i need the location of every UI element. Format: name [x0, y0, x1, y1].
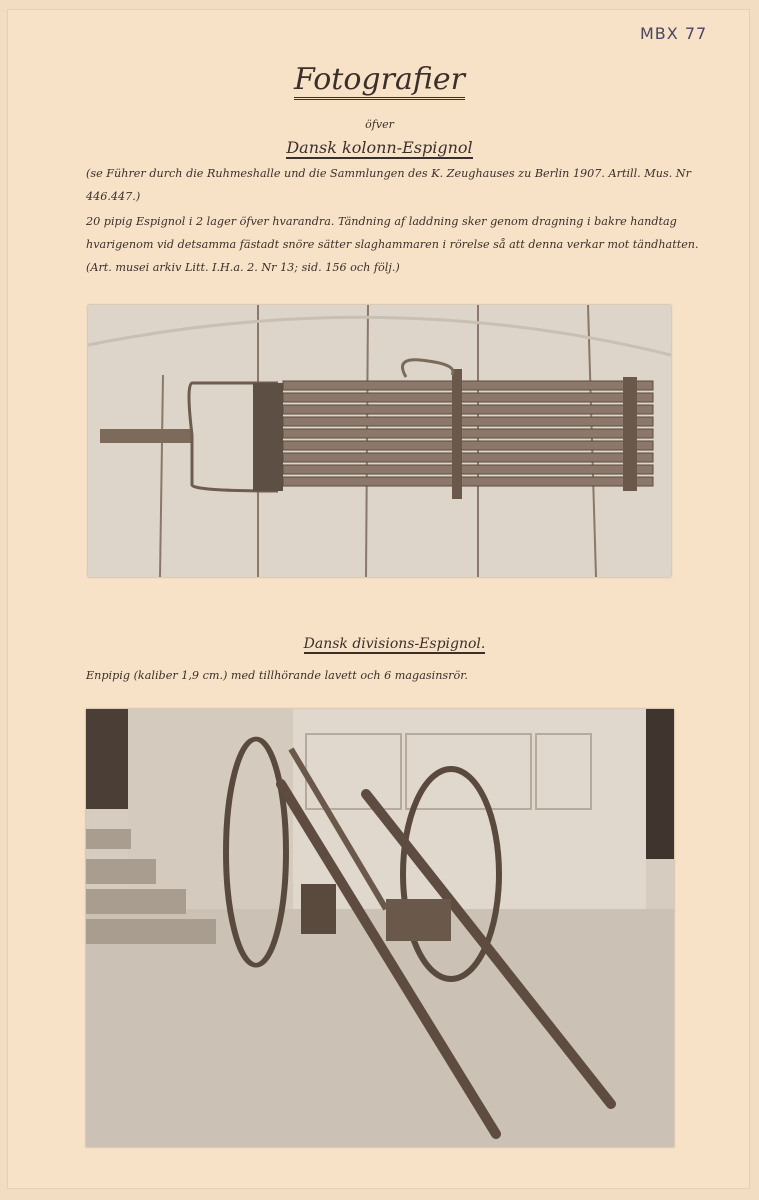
section1-reference: (se Führer durch die Ruhmeshalle und die Sammlungen des K. Zeughauses zu Berlin 1907. Artill. Mus. Nr 446.447.) — [86, 167, 691, 203]
section2-description: Enpipig (kaliber 1,9 cm.) med tillhörande lavett och 6 magasinsrör. — [86, 669, 468, 682]
photo2-drawing — [86, 709, 674, 1147]
subtitle-ofver: öfver — [365, 118, 394, 131]
page-title-text: Fotografier — [294, 62, 465, 100]
section2-heading-text: Dansk divisions-Espignol. — [303, 636, 486, 652]
section1-description: 20 pipig Espignol i 2 lager öfver hvarandra. Tändning af laddning sker genom dragning i bakre handtag hvarigenom vid detsamma fästadt snöre sätter slaghammaren i rörelse så att denna verkar mot tändhatten. (Art. musei arkiv Litt. I.H.a. 2. Nr 13; sid. 156 och följ.) — [86, 215, 699, 274]
page-title — [0, 62, 759, 97]
catalog-reference: MBX 77 — [640, 24, 708, 43]
section1-heading-text: Dansk kolonn-Espignol — [286, 138, 473, 157]
photo-divisions-espignol — [86, 709, 674, 1147]
photo-kolonn-espignol — [88, 305, 671, 577]
section2-heading — [0, 636, 759, 652]
section1-heading — [0, 138, 759, 157]
photo1-drawing — [88, 305, 671, 577]
